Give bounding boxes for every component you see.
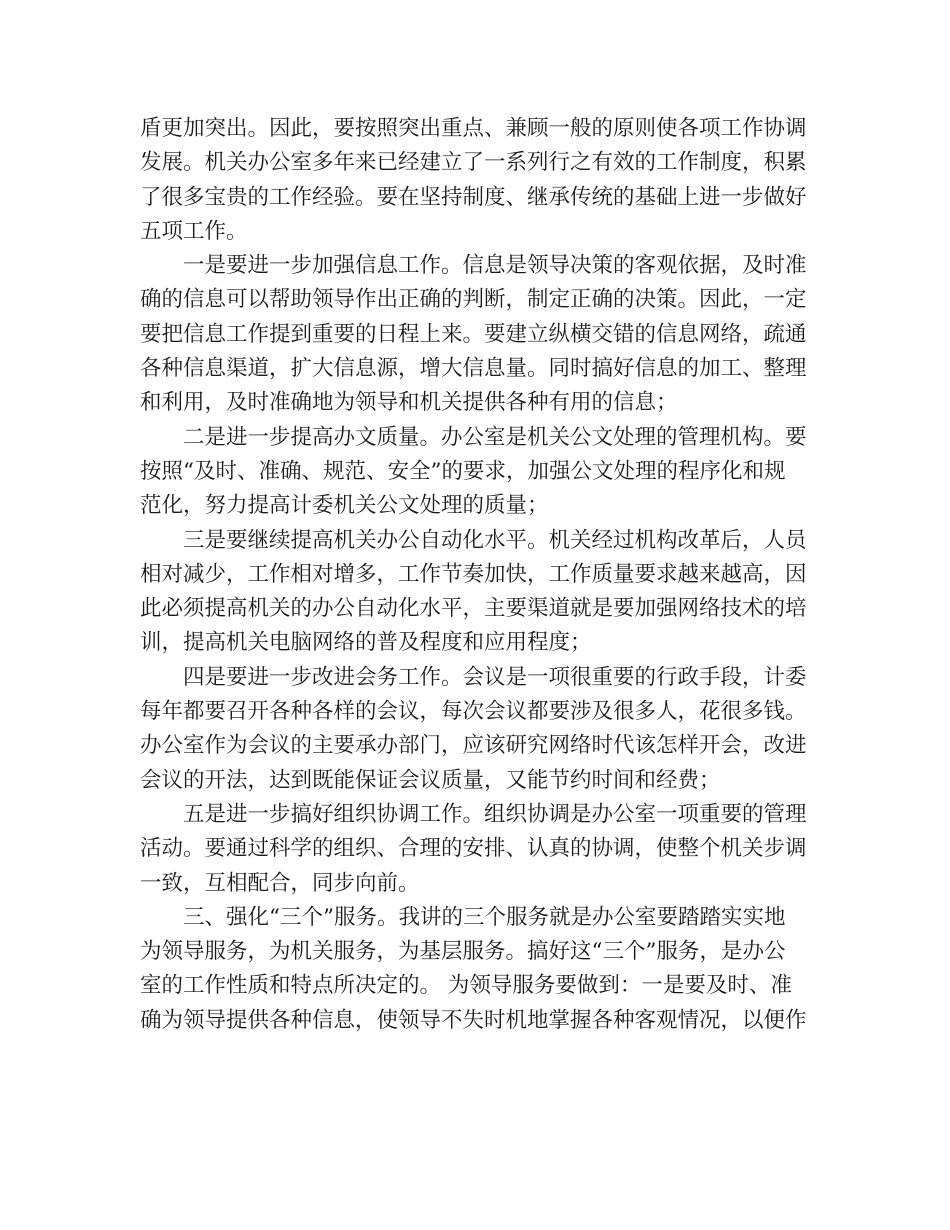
text-line: 确为领导提供各种信息，使领导不失时机地掌握各种客观情况，以便作 bbox=[140, 1007, 807, 1033]
text-line: 办公室作为会议的主要承办部门，应该研究网络时代该怎样开会，改进 bbox=[140, 733, 807, 759]
text-line: 训，提高机关电脑网络的普及程度和应用程度； bbox=[140, 630, 592, 656]
text-line: 五项工作。 bbox=[140, 218, 248, 244]
text-line: 了很多宝贵的工作经验。要在坚持制度、继承传统的基础上进一步做好 bbox=[140, 184, 807, 210]
text-line: 四是要进一步改进会务工作。会议是一项很重要的行政手段，计委 bbox=[183, 664, 807, 690]
text-line: 确的信息可以帮助领导作出正确的判断，制定正确的决策。因此，一定 bbox=[140, 287, 807, 313]
text-line: 为领导服务，为机关服务，为基层服务。搞好这“三个”服务，是办公 bbox=[140, 939, 786, 965]
text-line: 要把信息工作提到重要的日程上来。要建立纵横交错的信息网络，疏通 bbox=[140, 321, 807, 347]
text-line: 和利用，及时准确地为领导和机关提供各种有用的信息； bbox=[140, 390, 678, 416]
text-line: 二是进一步提高办文质量。办公室是机关公文处理的管理机构。要 bbox=[183, 424, 807, 450]
text-line: 发展。机关办公室多年来已经建立了一系列行之有效的工作制度，积累 bbox=[140, 150, 807, 176]
text-line: 会议的开法，达到既能保证会议质量，又能节约时间和经费； bbox=[140, 767, 721, 793]
text-line: 相对减少，工作相对增多，工作节奏加快，工作质量要求越来越高，因 bbox=[140, 561, 807, 587]
text-line: 一是要进一步加强信息工作。信息是领导决策的客观依据，及时准 bbox=[183, 253, 807, 279]
text-line: 一致，互相配合，同步向前。 bbox=[140, 870, 420, 896]
text-line: 室的工作性质和特点所决定的。 为领导服务要做到：一是要及时、准 bbox=[140, 973, 792, 999]
text-line: 每年都要召开各种各样的会议，每次会议都要涉及很多人，花很多钱。 bbox=[140, 699, 807, 725]
text-line: 五是进一步搞好组织协调工作。组织协调是办公室一项重要的管理 bbox=[183, 801, 807, 827]
text-line: 各种信息渠道，扩大信息源，增大信息量。同时搞好信息的加工、整理 bbox=[140, 356, 807, 382]
text-line: 盾更加突出。因此，要按照突出重点、兼顾一般的原则使各项工作协调 bbox=[140, 116, 807, 141]
text-line: 此必须提高机关的办公自动化水平，主要渠道就是要加强网络技术的培 bbox=[140, 596, 807, 622]
document-body bbox=[140, 112, 815, 1038]
text-line: 活动。要通过科学的组织、合理的安排、认真的协调，使整个机关步调 bbox=[140, 836, 807, 862]
text-line: 三、强化“三个”服务。我讲的三个服务就是办公室要踏踏实实地 bbox=[183, 904, 786, 930]
text-line: 按照“及时、准确、规范、安全”的要求，加强公文处理的程序化和规 bbox=[140, 458, 786, 484]
text-line: 范化，努力提高计委机关公文处理的质量； bbox=[140, 493, 549, 519]
text-line: 三是要继续提高机关办公自动化水平。机关经过机构改革后，人员 bbox=[183, 527, 807, 553]
